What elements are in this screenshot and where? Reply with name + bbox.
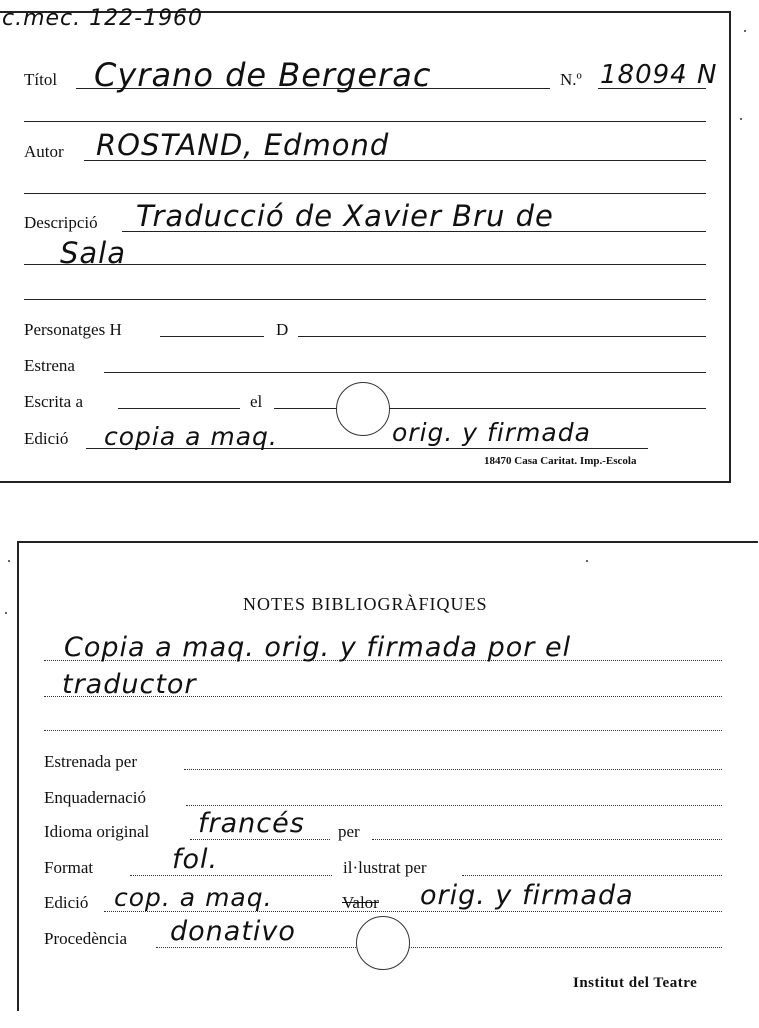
edicio2-value-b: orig. y firmada [420,880,634,911]
notes-heading: NOTES BIBLIOGRÀFIQUES [243,594,488,614]
edicio-value-a: copia a maq. [104,422,278,451]
enquadernacio-label: Enquadernació [44,788,146,807]
speck [5,612,7,614]
estrena-line [104,372,706,373]
personatges-label: Personatges H [24,320,122,339]
descripcio-value-1: Traducció de Xavier Bru de [136,199,554,233]
escrita-label: Escrita a [24,392,83,411]
per-line [372,839,722,840]
enquadernacio-line [186,805,722,806]
descripcio-value-2: Sala [60,236,127,270]
personatges-d-line [298,336,706,337]
speck [8,560,10,562]
descripcio-line-2 [24,264,706,265]
escrita-line [118,408,240,409]
idioma-value: francés [198,808,305,839]
note-line-3 [44,730,722,731]
speck [740,118,742,120]
autor-label: Autor [24,142,64,161]
procedencia-value: donativo [170,916,296,947]
corner-note: c.mec. 122-1960 [2,6,204,31]
edicio-value-b: orig. y firmada [392,418,591,447]
format-line [130,875,332,876]
format-value: fol. [172,844,219,875]
edicio2-value-a: cop. a maq. [114,883,273,912]
per-label: per [338,822,360,841]
institution-footer: Institut del Teatre [573,975,698,991]
autor-value: ROSTAND, Edmond [96,128,390,162]
estrenada-label: Estrenada per [44,752,137,771]
numero-label: N.º [560,70,582,89]
titol-line-2 [24,121,706,122]
titol-label: Títol [24,70,58,89]
procedencia-line [156,947,722,948]
estrena-label: Estrena [24,356,75,375]
illustrat-label: il·lustrat per [343,858,427,877]
note-value-2: traductor [62,669,197,700]
descripcio-label: Descripció [24,213,98,232]
printer-stamp: 18470 Casa Caritat. Imp.-Escola [484,455,637,467]
el-label: el [250,392,263,411]
numero-value: 18094 N [600,60,718,90]
descripcio-line-3 [24,299,706,300]
speck [744,30,746,32]
personatges-d-label: D [276,320,289,339]
punch-hole-bottom [356,916,410,970]
format-label: Format [44,858,94,877]
autor-line-2 [24,193,706,194]
titol-value: Cyrano de Bergerac [94,56,432,94]
idioma-line [190,839,330,840]
edicio2-label: Edició [44,893,89,912]
valor-label: Valor [342,893,379,912]
idioma-label: Idioma original [44,822,150,841]
procedencia-label: Procedència [44,929,128,948]
estrenada-line [184,769,722,770]
illustrat-line [462,875,722,876]
personatges-h-line [160,336,264,337]
punch-hole-top [336,382,390,436]
edicio-label: Edició [24,429,69,448]
note-value-1: Copia a maq. orig. y firmada por el [64,632,572,663]
